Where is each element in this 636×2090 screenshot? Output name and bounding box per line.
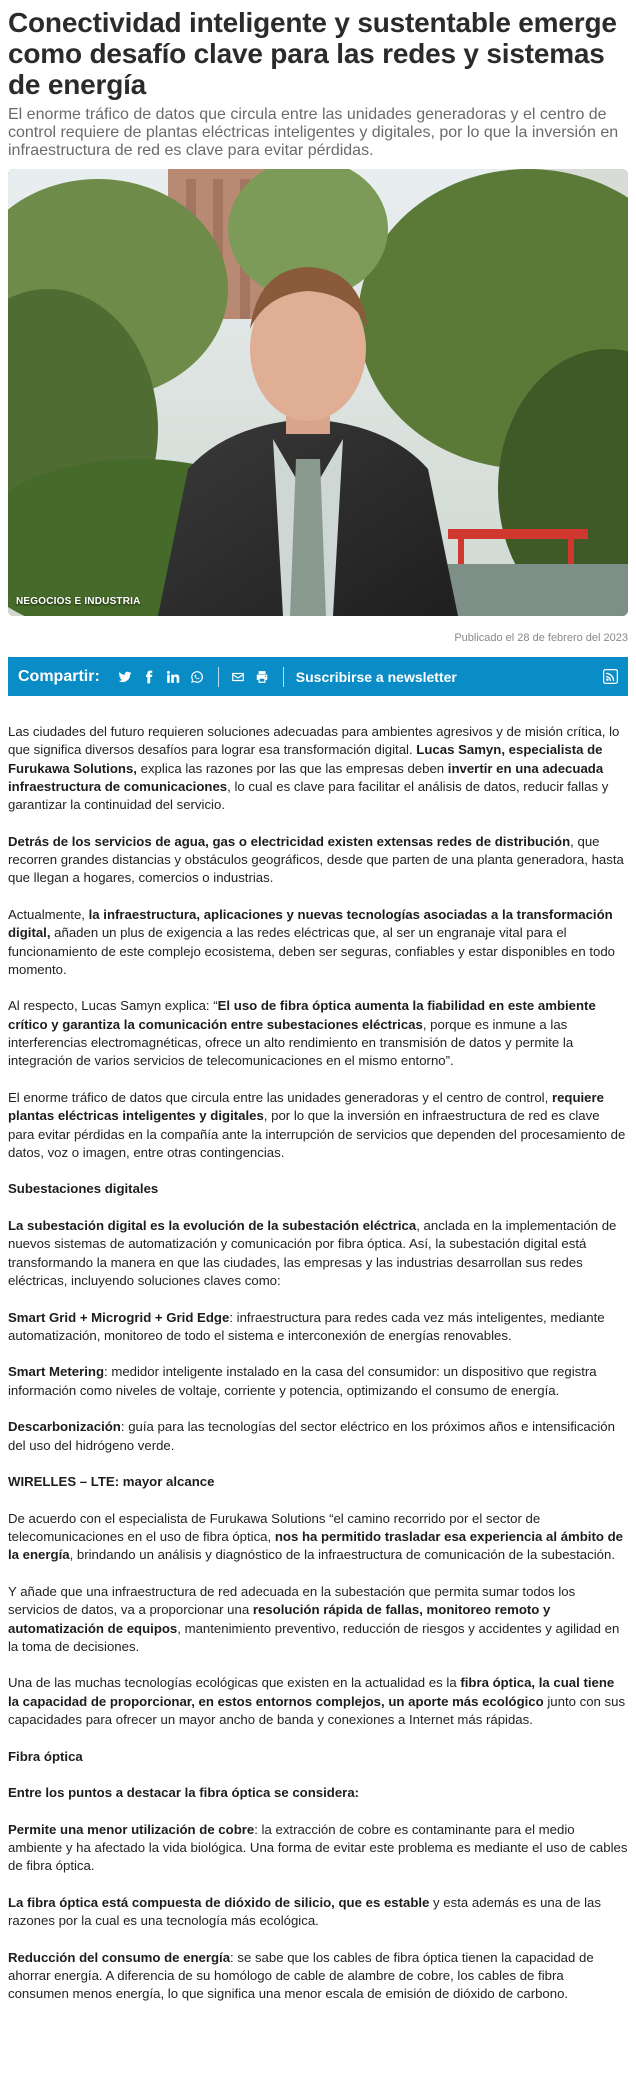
paragraph-bold-text: Permite una menor utilización de cobre (8, 1821, 255, 1837)
article-paragraph (8, 1363, 628, 1400)
newsletter-link[interactable]: Suscribirse a newsletter (295, 668, 457, 685)
paragraph-bold-text: fibra óptica, la cual tiene la capacidad de proporcionar, en estos entornos complejos, un aporte más ecológico (8, 1675, 615, 1709)
article-paragraph (8, 1821, 628, 1876)
paragraph-text: , brindando un análisis y diagnóstico de la infraestructura de comunicación de la subestación. (69, 1547, 615, 1563)
article-paragraph (8, 1510, 628, 1565)
article-paragraph (8, 833, 628, 888)
paragraph-bold-text: Descarbonización (8, 1419, 121, 1435)
article-paragraph (8, 1583, 628, 1656)
paragraph-text: , por lo que la inversión en infraestructura de red es clave para evitar pérdidas en la compañía ante la interrupción de servicios que dependen del procesamiento de datos, voz o imagen, entre otras contingencias. (8, 1108, 626, 1160)
paragraph-text: : se sabe que los cables de fibra óptica tienen la capacidad de ahorrar energía. A diferencia de su homólogo de cable de alambre de cobre, los cables de fibra consumen menos energía, lo que significa una menor escala de emisión de dióxido de carbono. (8, 1949, 594, 2002)
article-paragraph (8, 1473, 628, 1491)
divider (218, 667, 219, 687)
paragraph-bold-text: Lucas Samyn, especialista de Furukawa Solutions, (8, 742, 603, 776)
section-tag[interactable]: NEGOCIOS E INDUSTRIA (16, 596, 141, 607)
article-paragraph (8, 1949, 628, 2004)
paragraph-bold-text: requiere plantas eléctricas inteligentes y digitales (8, 1089, 604, 1124)
facebook-icon[interactable] (140, 668, 158, 686)
article-subtitle: El enorme tráfico de datos que circula entre las unidades generadoras y el centro de control requiere de plantas eléctricas inteligentes y digitales, por lo que la inversión en infraestructura de red es clave para evitar pérdidas. (8, 106, 619, 159)
article-paragraph (8, 1418, 628, 1455)
paragraph-text: y esta además es una de las razones por la cual es una tecnología más ecológica. (8, 1895, 601, 1929)
published-date: Publicado el 28 de febrero del 2023 (454, 632, 628, 644)
portrait-photo (8, 169, 628, 616)
article-paragraph (8, 1217, 628, 1290)
whatsapp-icon[interactable] (188, 668, 206, 686)
print-icon[interactable] (253, 668, 271, 686)
paragraph-text: Actualmente, (8, 906, 89, 922)
paragraph-bold-text: Smart Grid + Microgrid + Grid Edge (8, 1309, 230, 1325)
divider (283, 667, 284, 687)
paragraph-text: , anclada en la implementación de nuevos sistemas de automatización y comunicación por fibra óptica. Así, la subestación digital está transformando la manera en que las ciudades, las empresas y las industrias desarrollan sus redes eléctricas, incluyendo soluciones claves como: (8, 1218, 617, 1288)
article-paragraph (8, 1180, 628, 1198)
paragraph-bold-text: Smart Metering (8, 1364, 104, 1380)
share-label: Compartir: (18, 667, 100, 685)
article-paragraph (8, 1309, 628, 1346)
article-paragraph (8, 723, 628, 814)
article-paragraph (8, 1089, 628, 1162)
paragraph-text: El enorme tráfico de datos que circula entre las unidades generadoras y el centro de control, (8, 1089, 552, 1105)
article-title: Conectividad inteligente y sustentable emerge como desafío clave para las redes y sistemas de energía (8, 7, 617, 100)
article-paragraph (8, 906, 628, 979)
paragraph-text: : infraestructura para redes cada vez más inteligentes, mediante automatización, monitoreo de todo el sistema e interconexión de energías renovables. (8, 1309, 605, 1343)
paragraph-bold-text: Detrás de los servicios de agua, gas o electricidad existen extensas redes de distribución (8, 833, 571, 849)
paragraph-bold-text: Reducción del consumo de energía (8, 1949, 231, 1965)
paragraph-text: , que recorren grandes distancias y obstáculos geográficos, desde que parten de una planta generadora, hasta que llegan a hogares, comercios o industrias. (8, 833, 624, 886)
article-paragraph (8, 1674, 628, 1729)
paragraph-bold-text: la infraestructura, aplicaciones y nuevas tecnologías asociadas a la transformación digital, (8, 906, 613, 941)
paragraph-bold-text: invertir en una adecuada infraestructura de comunicaciones (8, 760, 604, 794)
paragraph-bold-text: Entre los puntos a destacar la fibra óptica se considera: (8, 1785, 360, 1801)
email-icon[interactable] (229, 668, 247, 686)
article-paragraph (8, 1894, 628, 1931)
paragraph-text: De acuerdo con el especialista de Furukawa Solutions “el camino recorrido por el sector de telecomunicaciones en el uso de fibra óptica, (8, 1510, 541, 1545)
paragraph-text: Y añade que una infraestructura de red adecuada en la subestación que permita sumar todos los servicios de datos, va a proporcionar una (8, 1583, 576, 1618)
share-bar (8, 657, 628, 696)
hero-image (8, 169, 628, 616)
paragraph-text: , porque es inmune a las interferencias electromagnéticas, ofrece un alto rendimiento en transmisión de datos y permite la integración de varios servicios de telecomunicaciones en el mismo entorno”. (8, 1016, 574, 1069)
paragraph-text: añaden un plus de exigencia a las redes eléctricas que, al ser un engranaje vital para el funcionamiento de este complejo ecosistema, deben ser seguras, confiables y estar disponibles en todo momento. (8, 925, 615, 977)
paragraph-bold-text: nos ha permitido trasladar esa experiencia al ámbito de la energía (8, 1529, 623, 1563)
paragraph-bold-text: Subestaciones digitales (8, 1181, 159, 1197)
rss-icon[interactable] (603, 669, 618, 684)
article-paragraph (8, 1748, 628, 1766)
paragraph-text: , lo cual es clave para facilitar el análisis de datos, reducir fallas y garantizar la continuidad del servicio. (8, 778, 609, 813)
paragraph-text: Las ciudades del futuro requieren soluciones adecuadas para ambientes agresivos y de misión crítica, lo que significa diversos desafíos para lograr esa transformación digital. (8, 724, 620, 758)
paragraph-text: junto con sus capacidades para ofrecer un mayor ancho de banda y conexiones a Internet más rápidas. (8, 1693, 626, 1728)
paragraph-text: Al respecto, Lucas Samyn explica: “ (8, 998, 218, 1014)
twitter-icon[interactable] (116, 668, 134, 686)
article-paragraph (8, 1784, 628, 1802)
paragraph-text: , mantenimiento preventivo, reducción de riesgos y accidentes y agilidad en la toma de decisiones. (8, 1620, 620, 1654)
paragraph-bold-text: WIRELLES – LTE: mayor alcance (8, 1474, 215, 1490)
paragraph-text: Una de las muchas tecnologías ecológicas que existen en la actualidad es la (8, 1675, 461, 1691)
article-paragraph (8, 997, 628, 1070)
linkedin-icon[interactable] (164, 668, 182, 686)
paragraph-bold-text: El uso de fibra óptica aumenta la fiabilidad en este ambiente crítico y garantiza la comunicación entre subestaciones eléctricas (8, 998, 596, 1032)
paragraph-text: : la extracción de cobre es contaminante para el medio ambiente y ha afectado la vida biológica. Una forma de evitar este problema es mediante el uso de cables de fibra óptica. (8, 1821, 628, 1874)
paragraph-bold-text: resolución rápida de fallas, monitoreo remoto y automatización de equipos (8, 1602, 551, 1636)
paragraph-text: : guía para las tecnologías del sector eléctrico en los próximos años e intensificación del uso del hidrógeno verde. (8, 1419, 615, 1453)
article-body (8, 723, 628, 2004)
paragraph-bold-text: La subestación digital es la evolución de la subestación eléctrica (8, 1218, 417, 1234)
paragraph-bold-text: Fibra óptica (8, 1748, 83, 1764)
paragraph-text: explica las razones por las que las empresas deben (136, 760, 448, 776)
paragraph-text: : medidor inteligente instalado en la casa del consumidor: un dispositivo que registra información como niveles de voltaje, corriente y potencia, optimizando el consumo de energía. (8, 1364, 597, 1398)
paragraph-bold-text: La fibra óptica está compuesta de dióxido de silicio, que es estable (8, 1895, 430, 1910)
